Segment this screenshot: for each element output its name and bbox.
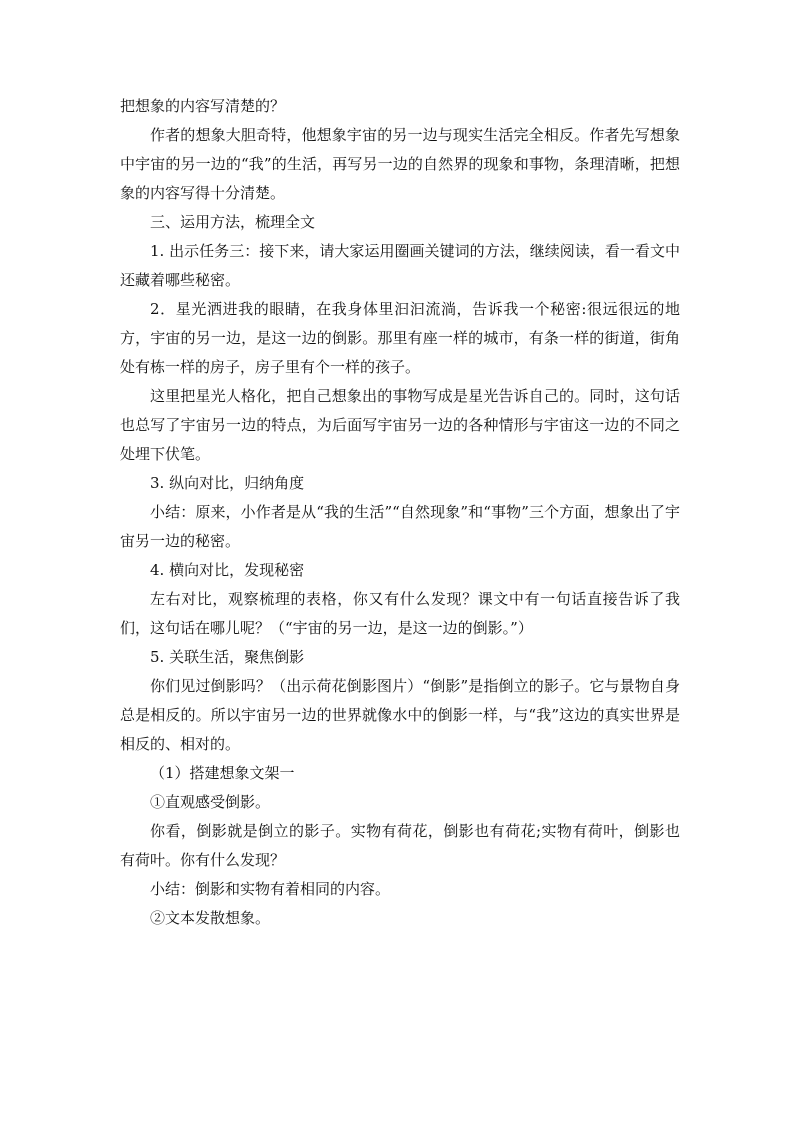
paragraph-lotus-reflection: 你看，倒影就是倒立的影子。实物有荷花，倒影也有荷花;实物有荷叶，倒影也有荷叶。你有什么发现？	[120, 822, 680, 869]
paragraph-personification-analysis: 这里把星光人格化，把自己想象出的事物写成是星光告诉自己的。同时，这句话也总写了宇宙另一边的特点，为后面写宇宙另一边的各种情形与宇宙这一边的不同之处埋下伏笔。	[120, 387, 680, 463]
paragraph-table-discovery: 左右对比，观察梳理的表格，你又有什么发现？课文中有一句话直接告诉了我们，这句话在哪儿呢？（“宇宙的另一边，是这一边的倒影。”）	[120, 590, 680, 637]
paragraph-task-three: 1. 出示任务三：接下来，请大家运用圈画关键词的方法，继续阅读，看一看文中还藏着哪些秘密。	[120, 242, 680, 289]
paragraph-starlight-quote: 2．星光洒进我的眼睛，在我身体里汩汩流淌，告诉我一个秘密:很远很远的地方，宇宙的另一边，是这一边的倒影。那里有座一样的城市，有条一样的街道，街角处有栋一样的房子，房子里有个一样的孩子。	[120, 300, 680, 376]
subheading-link-life: 5. 关联生活，聚焦倒影	[150, 648, 305, 666]
paragraph-author-imagination: 作者的想象大胆奇特，他想象宇宙的另一边与现实生活完全相反。作者先写想象中宇宙的另一边的“我”的生活，再写另一边的自然界的现象和事物，条理清晰，把想象的内容写得十分清楚。	[120, 126, 680, 202]
subheading-framework-one: （1）搭建想象文架一	[150, 764, 295, 782]
paragraph-summary-two: 小结：倒影和实物有着相同的内容。	[150, 880, 391, 898]
item-intuitive-reflection: ①直观感受倒影。	[150, 793, 271, 811]
subheading-vertical-comparison: 3. 纵向对比，归纳角度	[150, 474, 305, 492]
document-page	[120, 92, 680, 933]
subheading-horizontal-comparison: 4. 横向对比，发现秘密	[150, 561, 305, 579]
item-text-imagination: ②文本发散想象。	[150, 909, 271, 927]
paragraph-reflection-explanation: 你们见过倒影吗？（出示荷花倒影图片）“倒影”是指倒立的影子。它与景物自身总是相反的。所以宇宙另一边的世界就像水中的倒影一样，与“我”这边的真实世界是相反的、相对的。	[120, 677, 680, 753]
section-heading-three: 三、运用方法，梳理全文	[150, 213, 316, 231]
paragraph-summary-one: 小结：原来，小作者是从“我的生活”“自然现象”和“事物”三个方面，想象出了宇宙另一边的秘密。	[120, 503, 680, 550]
paragraph-question-continuation: 把想象的内容写清楚的？	[120, 97, 286, 115]
